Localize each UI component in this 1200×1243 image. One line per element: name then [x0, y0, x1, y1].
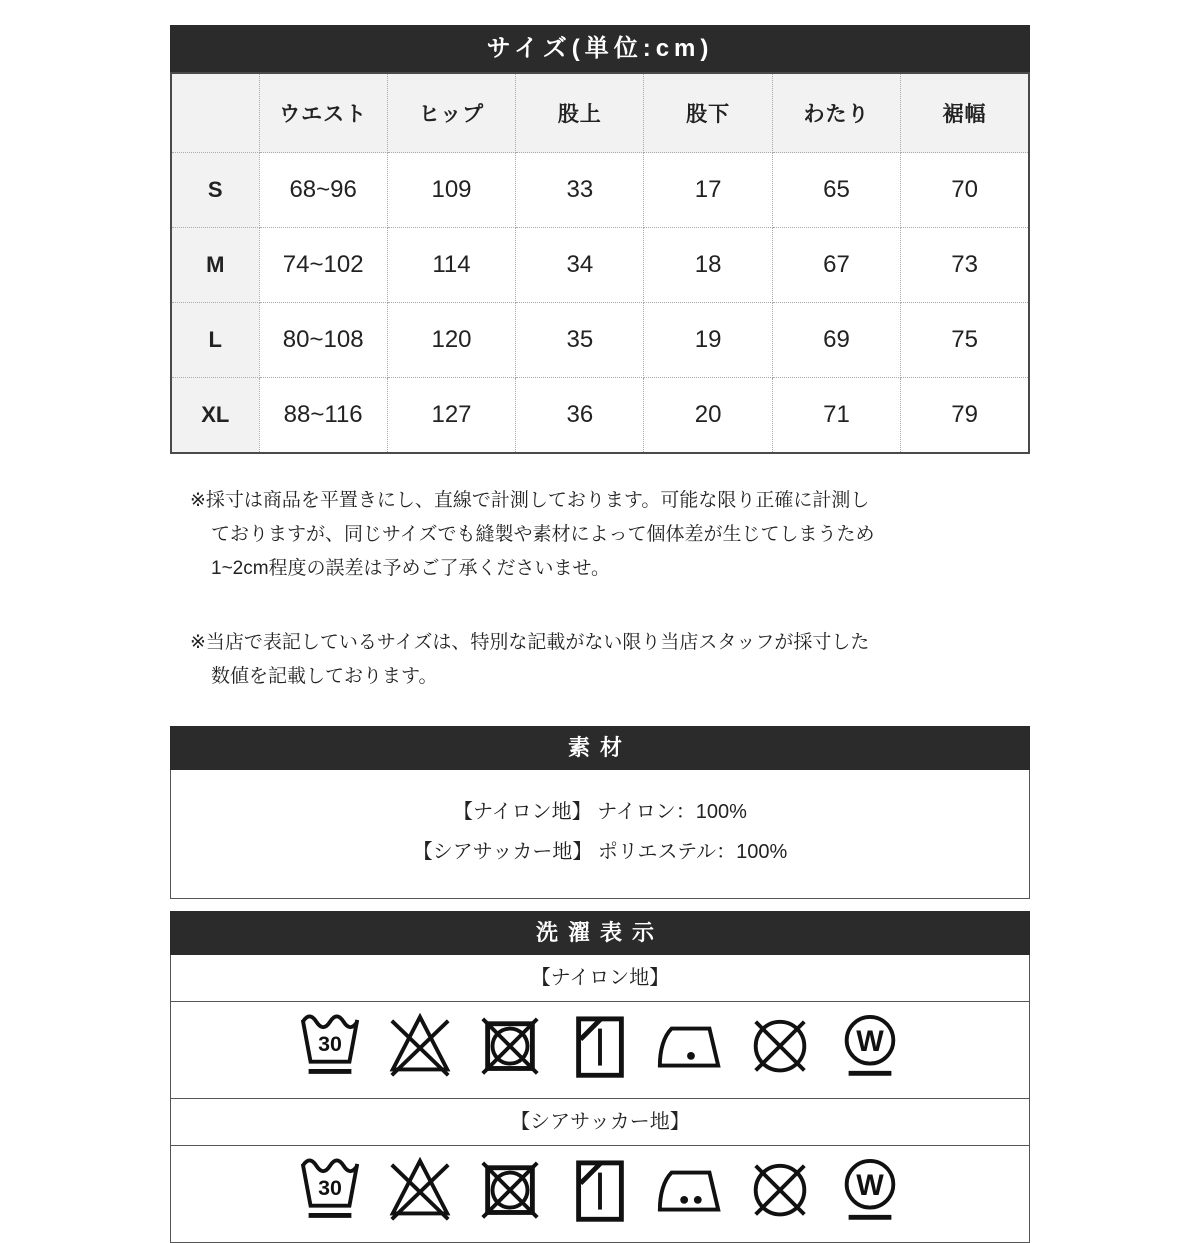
- cell-value: 109: [387, 153, 515, 228]
- no-dry-clean-icon: [745, 1006, 815, 1094]
- table-row-l: [171, 303, 1029, 378]
- cell-value: 17: [644, 153, 772, 228]
- table-row-xl: [171, 378, 1029, 454]
- note-line: 1~2cm程度の誤差は予めご了承くださいませ。: [211, 558, 610, 579]
- cell-value: 127: [387, 378, 515, 454]
- table-row-m: [171, 228, 1029, 303]
- size-table-corner-cell: [171, 73, 259, 153]
- material-section-title: 素材: [170, 726, 1030, 770]
- wet-clean-gentle-icon: [835, 1150, 905, 1238]
- svg-text:W: W: [856, 1169, 884, 1202]
- page-content: [170, 0, 1030, 1243]
- note-line: 数値を記載しております。: [211, 666, 438, 687]
- material-section: [170, 726, 1030, 899]
- svg-text:30: 30: [318, 1175, 342, 1200]
- cell-value: 80~108: [259, 303, 387, 378]
- size-label: M: [171, 228, 259, 303]
- iron-medium-2dot-icon: [655, 1150, 725, 1238]
- line-dry-shade-icon: [565, 1006, 635, 1094]
- staff-measurement-note: [190, 626, 1030, 694]
- note-line: ※採寸は商品を平置きにし、直線で計測しております。可能な限り正確に計測し: [190, 490, 870, 511]
- cell-value: 65: [772, 153, 900, 228]
- column-header-waist: ウエスト: [259, 73, 387, 153]
- cell-value: 74~102: [259, 228, 387, 303]
- wash-30-gentle-icon: [295, 1150, 365, 1238]
- column-header-rise: 股上: [516, 73, 644, 153]
- cell-value: 71: [772, 378, 900, 454]
- no-tumble-dry-icon: [475, 1006, 545, 1094]
- column-header-hip: ヒップ: [387, 73, 515, 153]
- no-dry-clean-icon: [745, 1150, 815, 1238]
- wash-30-gentle-icon: [295, 1006, 365, 1094]
- care-group-label-seersucker: 【シアサッカー地】: [171, 1099, 1029, 1146]
- cell-value: 36: [516, 378, 644, 454]
- measurement-note: [190, 484, 1030, 586]
- cell-value: 73: [901, 228, 1029, 303]
- no-bleach-icon: [385, 1006, 455, 1094]
- size-label: S: [171, 153, 259, 228]
- column-header-hem: 裾幅: [901, 73, 1029, 153]
- size-label: XL: [171, 378, 259, 454]
- cell-value: 34: [516, 228, 644, 303]
- material-box: [170, 770, 1030, 899]
- cell-value: 20: [644, 378, 772, 454]
- care-symbols-row-seersucker: [171, 1146, 1029, 1242]
- cell-value: 114: [387, 228, 515, 303]
- cell-value: 67: [772, 228, 900, 303]
- care-group-label-nylon: 【ナイロン地】: [171, 955, 1029, 1002]
- cell-value: 68~96: [259, 153, 387, 228]
- care-section-title: 洗濯表示: [170, 911, 1030, 955]
- note-line: ておりますが、同じサイズでも縫製や素材によって個体差が生じてしまうため: [211, 524, 875, 545]
- cell-value: 79: [901, 378, 1029, 454]
- cell-value: 19: [644, 303, 772, 378]
- material-line-seersucker: 【シアサッカー地】 ポリエステル：100%: [412, 841, 788, 863]
- cell-value: 35: [516, 303, 644, 378]
- wet-clean-gentle-icon: [835, 1006, 905, 1094]
- no-bleach-icon: [385, 1150, 455, 1238]
- line-dry-shade-icon: [565, 1150, 635, 1238]
- size-table: [170, 72, 1030, 454]
- column-header-thigh: わたり: [772, 73, 900, 153]
- no-tumble-dry-icon: [475, 1150, 545, 1238]
- material-line-nylon: 【ナイロン地】 ナイロン：100%: [453, 801, 747, 823]
- svg-text:W: W: [856, 1025, 884, 1058]
- cell-value: 75: [901, 303, 1029, 378]
- care-symbols-row-nylon: [171, 1002, 1029, 1099]
- cell-value: 18: [644, 228, 772, 303]
- size-table-header-row: [171, 73, 1029, 153]
- cell-value: 69: [772, 303, 900, 378]
- svg-text:30: 30: [318, 1031, 342, 1056]
- cell-value: 120: [387, 303, 515, 378]
- column-header-inseam: 股下: [644, 73, 772, 153]
- note-line: ※当店で表記しているサイズは、特別な記載がない限り当店スタッフが採寸した: [190, 632, 870, 653]
- cell-value: 33: [516, 153, 644, 228]
- table-row-s: [171, 153, 1029, 228]
- size-label: L: [171, 303, 259, 378]
- size-section-title: サイズ(単位:cm): [170, 25, 1030, 72]
- care-section: [170, 911, 1030, 1243]
- cell-value: 70: [901, 153, 1029, 228]
- iron-low-1dot-icon: [655, 1006, 725, 1094]
- cell-value: 88~116: [259, 378, 387, 454]
